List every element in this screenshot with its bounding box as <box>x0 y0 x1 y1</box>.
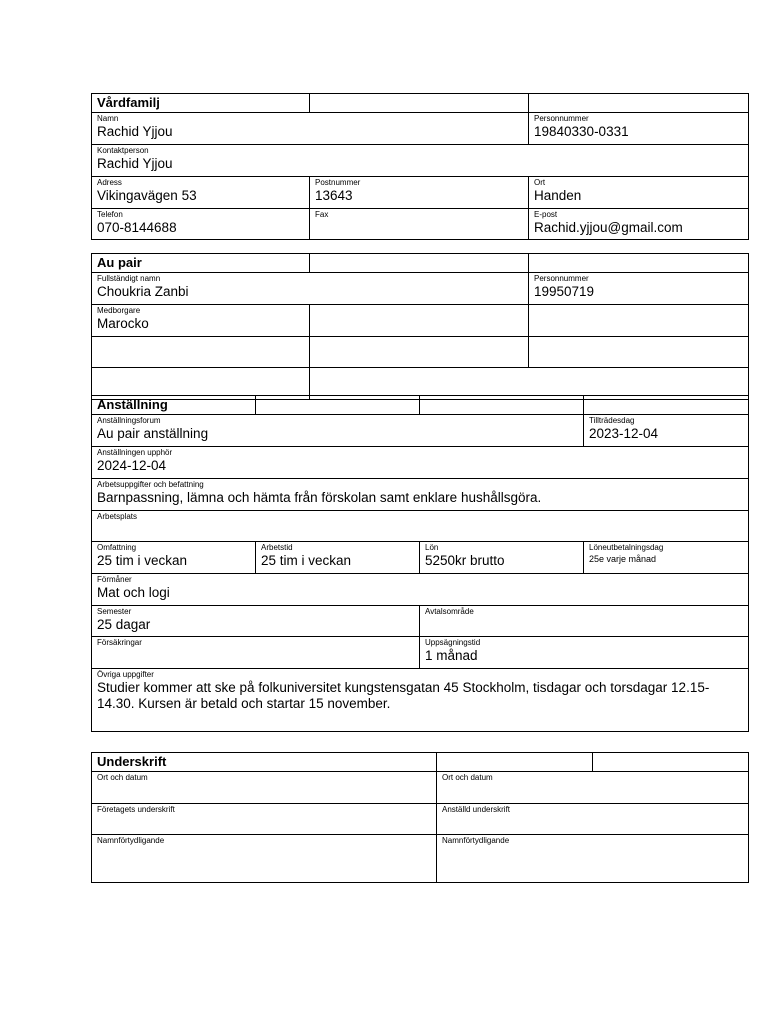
anstallning-forum-label: Anställningsforum <box>97 416 161 425</box>
underskrift-anstalld-label: Anställd underskrift <box>442 805 511 814</box>
anstallning-header-blank-2 <box>420 396 584 415</box>
anstallning-arbetstid-label: Arbetstid <box>261 543 293 552</box>
anstallning-tilltradesdag-cell[interactable] <box>584 415 749 447</box>
underskrift-header-blank-2 <box>593 753 749 772</box>
underskrift-namn-right-cell[interactable] <box>437 835 749 883</box>
vardfamilj-section <box>91 93 748 240</box>
anstallning-arbetsplats-cell[interactable] <box>92 511 749 542</box>
underskrift-title: Underskrift <box>97 754 167 769</box>
anstallning-upphor-value: 2024-12-04 <box>97 458 167 473</box>
anstallning-avtalsomrade-label: Avtalsområde <box>425 607 474 616</box>
au-pair-blank-cell[interactable] <box>310 305 529 337</box>
vardfamilj-telefon-cell[interactable] <box>92 209 310 240</box>
au-pair-namn-label: Fullständigt namn <box>97 274 161 283</box>
anstallning-ovriga-value: Studier kommer att ske på folkuniversitet kungstensgatan 45 Stockholm, tisdagar och torsdagar 12.15-14.30. Kursen är betald och startar 15 november. <box>97 680 710 711</box>
anstallning-upphor-cell[interactable] <box>92 447 749 479</box>
au-pair-blank-cell[interactable] <box>92 337 310 368</box>
au-pair-blank-cell[interactable] <box>529 305 749 337</box>
anstallning-loneutbetalning-value: 25e varje månad <box>589 554 657 564</box>
vardfamilj-title-cell <box>92 94 310 113</box>
anstallning-uppsagningstid-value: 1 månad <box>425 648 478 663</box>
au-pair-header-blank-1 <box>310 254 529 273</box>
anstallning-semester-label: Semester <box>97 607 132 616</box>
anstallning-header-blank-3 <box>584 396 749 415</box>
anstallning-omfattning-value: 25 tim i veckan <box>97 553 188 568</box>
anstallning-uppgifter-label: Arbetsuppgifter och befattning <box>97 480 204 489</box>
au-pair-personnummer-cell[interactable] <box>529 273 749 305</box>
underskrift-namn-left-label: Namnförtydligande <box>97 836 165 845</box>
vardfamilj-namn-value: Rachid Yjjou <box>97 124 173 139</box>
underskrift-ort-datum-right-cell[interactable] <box>437 772 749 804</box>
anstallning-ovriga-label: Övriga uppgifter <box>97 670 154 679</box>
vardfamilj-adress-label: Adress <box>97 178 122 187</box>
underskrift-header-blank-1 <box>437 753 593 772</box>
anstallning-forsakringar-cell[interactable] <box>92 637 420 669</box>
anstallning-title: Anställning <box>97 397 168 412</box>
vardfamilj-postnummer-cell[interactable] <box>310 177 529 209</box>
vardfamilj-namn-cell[interactable] <box>92 113 529 145</box>
anstallning-avtalsomrade-cell[interactable] <box>420 606 749 637</box>
anstallning-tilltradesdag-label: Tillträdesdag <box>589 416 635 425</box>
au-pair-personnummer-label: Personnummer <box>534 274 589 283</box>
vardfamilj-namn-label: Namn <box>97 114 119 123</box>
anstallning-forsakringar-label: Försäkringar <box>97 638 142 647</box>
anstallning-arbetsplats-label: Arbetsplats <box>97 512 138 521</box>
anstallning-arbetstid-cell[interactable] <box>256 542 420 574</box>
vardfamilj-epost-cell[interactable] <box>529 209 749 240</box>
au-pair-blank-cell[interactable] <box>310 337 529 368</box>
underskrift-namn-left-cell[interactable] <box>92 835 437 883</box>
au-pair-medborgare-label: Medborgare <box>97 306 141 315</box>
anstallning-lon-value: 5250kr brutto <box>425 553 505 568</box>
vardfamilj-fax-label: Fax <box>315 210 329 219</box>
vardfamilj-epost-label: E-post <box>534 210 558 219</box>
anstallning-omfattning-cell[interactable] <box>92 542 256 574</box>
anstallning-semester-cell[interactable] <box>92 606 420 637</box>
underskrift-ort-datum-right-label: Ort och datum <box>442 773 493 782</box>
au-pair-header-blank-2 <box>529 254 749 273</box>
au-pair-medborgare-cell[interactable] <box>92 305 310 337</box>
anstallning-arbetstid-value: 25 tim i veckan <box>261 553 352 568</box>
anstallning-ovriga-cell[interactable] <box>92 669 749 732</box>
vardfamilj-ort-label: Ort <box>534 178 546 187</box>
anstallning-uppsagningstid-cell[interactable] <box>420 637 749 669</box>
underskrift-title-cell <box>92 753 437 772</box>
vardfamilj-epost-value: Rachid.yjjou@gmail.com <box>534 220 683 235</box>
vardfamilj-header-blank-1 <box>310 94 529 113</box>
anstallning-upphor-label: Anställningen upphör <box>97 448 173 457</box>
anstallning-lon-cell[interactable] <box>420 542 584 574</box>
vardfamilj-telefon-label: Telefon <box>97 210 123 219</box>
au-pair-blank-cell[interactable] <box>529 337 749 368</box>
vardfamilj-adress-value: Vikingavägen 53 <box>97 188 197 203</box>
au-pair-medborgare-value: Marocko <box>97 316 149 331</box>
vardfamilj-personnummer-label: Personnummer <box>534 114 589 123</box>
anstallning-omfattning-label: Omfattning <box>97 543 137 552</box>
vardfamilj-ort-value: Handen <box>534 188 582 203</box>
vardfamilj-kontaktperson-value: Rachid Yjjou <box>97 156 173 171</box>
au-pair-title-cell <box>92 254 310 273</box>
vardfamilj-postnummer-label: Postnummer <box>315 178 361 187</box>
vardfamilj-ort-cell[interactable] <box>529 177 749 209</box>
anstallning-forum-value: Au pair anställning <box>97 426 209 441</box>
anstallning-section <box>91 395 748 732</box>
anstallning-semester-value: 25 dagar <box>97 617 151 632</box>
anstallning-title-cell <box>92 396 256 415</box>
underskrift-namn-right-label: Namnförtydligande <box>442 836 510 845</box>
anstallning-uppgifter-cell[interactable] <box>92 479 749 511</box>
underskrift-foretag-cell[interactable] <box>92 804 437 835</box>
au-pair-namn-value: Choukria Zanbi <box>97 284 189 299</box>
anstallning-formaner-label: Förmåner <box>97 575 132 584</box>
vardfamilj-title: Vårdfamilj <box>97 95 160 110</box>
underskrift-foretag-label: Företagets underskrift <box>97 805 175 814</box>
au-pair-personnummer-value: 19950719 <box>534 284 595 299</box>
au-pair-section <box>91 253 748 400</box>
anstallning-loneutbetalning-label: Löneutbetalningsdag <box>589 543 664 552</box>
anstallning-formaner-value: Mat och logi <box>97 585 170 600</box>
underskrift-ort-datum-left-label: Ort och datum <box>97 773 148 782</box>
underskrift-ort-datum-left-cell[interactable] <box>92 772 437 804</box>
anstallning-lon-label: Lön <box>425 543 439 552</box>
vardfamilj-personnummer-cell[interactable] <box>529 113 749 145</box>
underskrift-anstalld-cell[interactable] <box>437 804 749 835</box>
vardfamilj-postnummer-value: 13643 <box>315 188 353 203</box>
underskrift-section <box>91 752 748 883</box>
anstallning-forum-cell[interactable] <box>92 415 584 447</box>
anstallning-uppgifter-value: Barnpassning, lämna och hämta från förskolan samt enklare hushållsgöra. <box>97 490 542 505</box>
vardfamilj-kontaktperson-cell[interactable] <box>92 145 749 177</box>
anstallning-loneutbetalning-cell[interactable] <box>584 542 749 574</box>
vardfamilj-header-blank-2 <box>529 94 749 113</box>
au-pair-title: Au pair <box>97 255 142 270</box>
anstallning-formaner-cell[interactable] <box>92 574 749 606</box>
vardfamilj-telefon-value: 070-8144688 <box>97 220 177 235</box>
anstallning-uppsagningstid-label: Uppsägningstid <box>425 638 481 647</box>
vardfamilj-kontaktperson-label: Kontaktperson <box>97 146 149 155</box>
au-pair-namn-cell[interactable] <box>92 273 529 305</box>
anstallning-header-blank-1 <box>256 396 420 415</box>
vardfamilj-personnummer-value: 19840330-0331 <box>534 124 629 139</box>
vardfamilj-adress-cell[interactable] <box>92 177 310 209</box>
anstallning-tilltradesdag-value: 2023-12-04 <box>589 426 659 441</box>
vardfamilj-fax-cell[interactable] <box>310 209 529 240</box>
